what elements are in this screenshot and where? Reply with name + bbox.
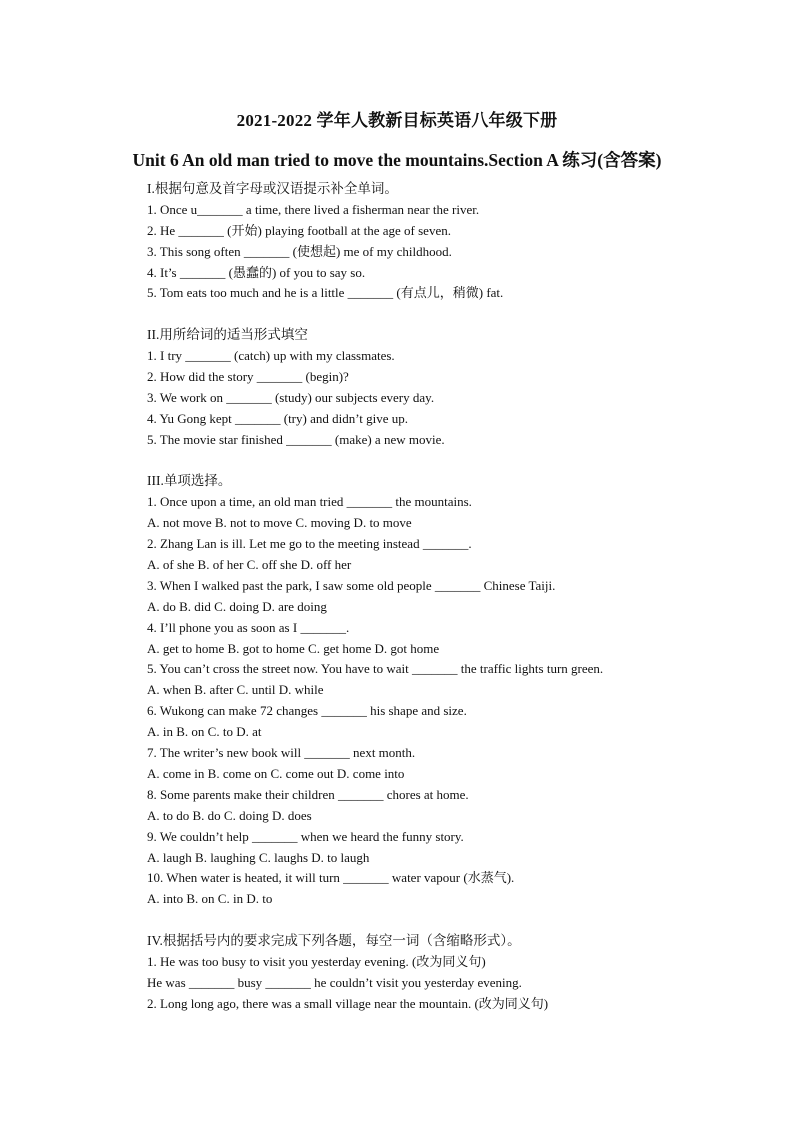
exercise-line: 2. Long long ago, there was a small village near the mountain. (改为同义句) — [147, 995, 549, 1011]
answer-options: A. come in B. come on C. come out D. come into — [147, 765, 405, 781]
exercise-line: He was _______ busy _______ he couldn’t visit you yesterday evening. — [147, 974, 522, 990]
exercise-line: 10. When water is heated, it will turn _______ water vapour (水蒸气). — [147, 870, 515, 886]
exercise-line: 4. I’ll phone you as soon as I _______. — [147, 619, 350, 635]
exercise-line: 3. We work on _______ (study) our subjects every day. — [147, 389, 435, 405]
exercise-line: 1. He was too busy to visit you yesterday evening. (改为同义句) — [147, 953, 486, 969]
answer-options: A. laugh B. laughing C. laughs D. to laugh — [147, 849, 370, 865]
answer-options: A. get to home B. got to home C. get home D. got home — [147, 640, 440, 656]
exercise-line: 3. When I walked past the park, I saw some old people _______ Chinese Taiji. — [147, 577, 556, 593]
exercise-line: 4. It’s _______ (愚蠢的) of you to say so. — [147, 264, 366, 280]
exercise-line: 1. Once u_______ a time, there lived a fisherman near the river. — [147, 201, 480, 217]
answer-options: A. to do B. do C. doing D. does — [147, 807, 312, 823]
answer-options: A. of she B. of her C. off she D. off her — [147, 557, 352, 573]
blank-line — [147, 451, 707, 472]
section-heading: IV.根据括号内的要求完成下列各题，每空一词（含缩略形式）。 — [147, 933, 521, 949]
exercise-line: 7. The writer’s new book will _______ next month. — [147, 745, 416, 761]
answer-options: A. do B. did C. doing D. are doing — [147, 598, 327, 614]
exercise-line: 8. Some parents make their children _______ chores at home. — [147, 786, 469, 802]
exercise-line: 1. Once upon a time, an old man tried _______ the mountains. — [147, 494, 472, 510]
exercise-body — [147, 179, 707, 1015]
exercise-line: 6. Wukong can make 72 changes _______ his shape and size. — [147, 703, 467, 719]
answer-options: A. into B. on C. in D. to — [147, 891, 273, 907]
exercise-line: 2. How did the story _______ (begin)? — [147, 369, 349, 385]
exercise-line: 9. We couldn’t help _______ when we heard the funny story. — [147, 828, 464, 844]
exercise-line: 1. I try _______ (catch) up with my classmates. — [147, 348, 395, 364]
answer-options: A. in B. on C. to D. at — [147, 724, 262, 740]
document-title: 2021-2022 学年人教新目标英语八年级下册 — [236, 111, 558, 130]
exercise-line: 2. He _______ (开始) playing football at the age of seven. — [147, 222, 451, 238]
section-heading: I.根据句意及首字母或汉语提示补全单词。 — [147, 181, 398, 196]
blank-line — [147, 910, 707, 931]
exercise-line: 5. The movie star finished _______ (make) a new movie. — [147, 431, 445, 447]
blank-line — [147, 304, 707, 325]
document-subtitle: Unit 6 An old man tried to move the mountains.Section A 练习(含答案) — [132, 150, 662, 170]
answer-options: A. not move B. not to move C. moving D. to move — [147, 515, 412, 531]
exercise-line: 3. This song often _______ (使想起) me of my childhood. — [147, 243, 452, 259]
answer-options: A. when B. after C. until D. while — [147, 682, 324, 698]
section-heading: II.用所给词的适当形式填空 — [147, 327, 308, 343]
exercise-line: 5. Tom eats too much and he is a little _______ (有点儿，稍微) fat. — [147, 285, 504, 301]
exercise-line: 2. Zhang Lan is ill. Let me go to the meeting instead _______. — [147, 536, 472, 552]
exercise-line: 4. Yu Gong kept _______ (try) and didn’t give up. — [147, 410, 409, 426]
exercise-line: 5. You can’t cross the street now. You have to wait _______ the traffic lights turn green. — [147, 661, 604, 677]
section-heading: III.单项选择。 — [147, 473, 232, 489]
